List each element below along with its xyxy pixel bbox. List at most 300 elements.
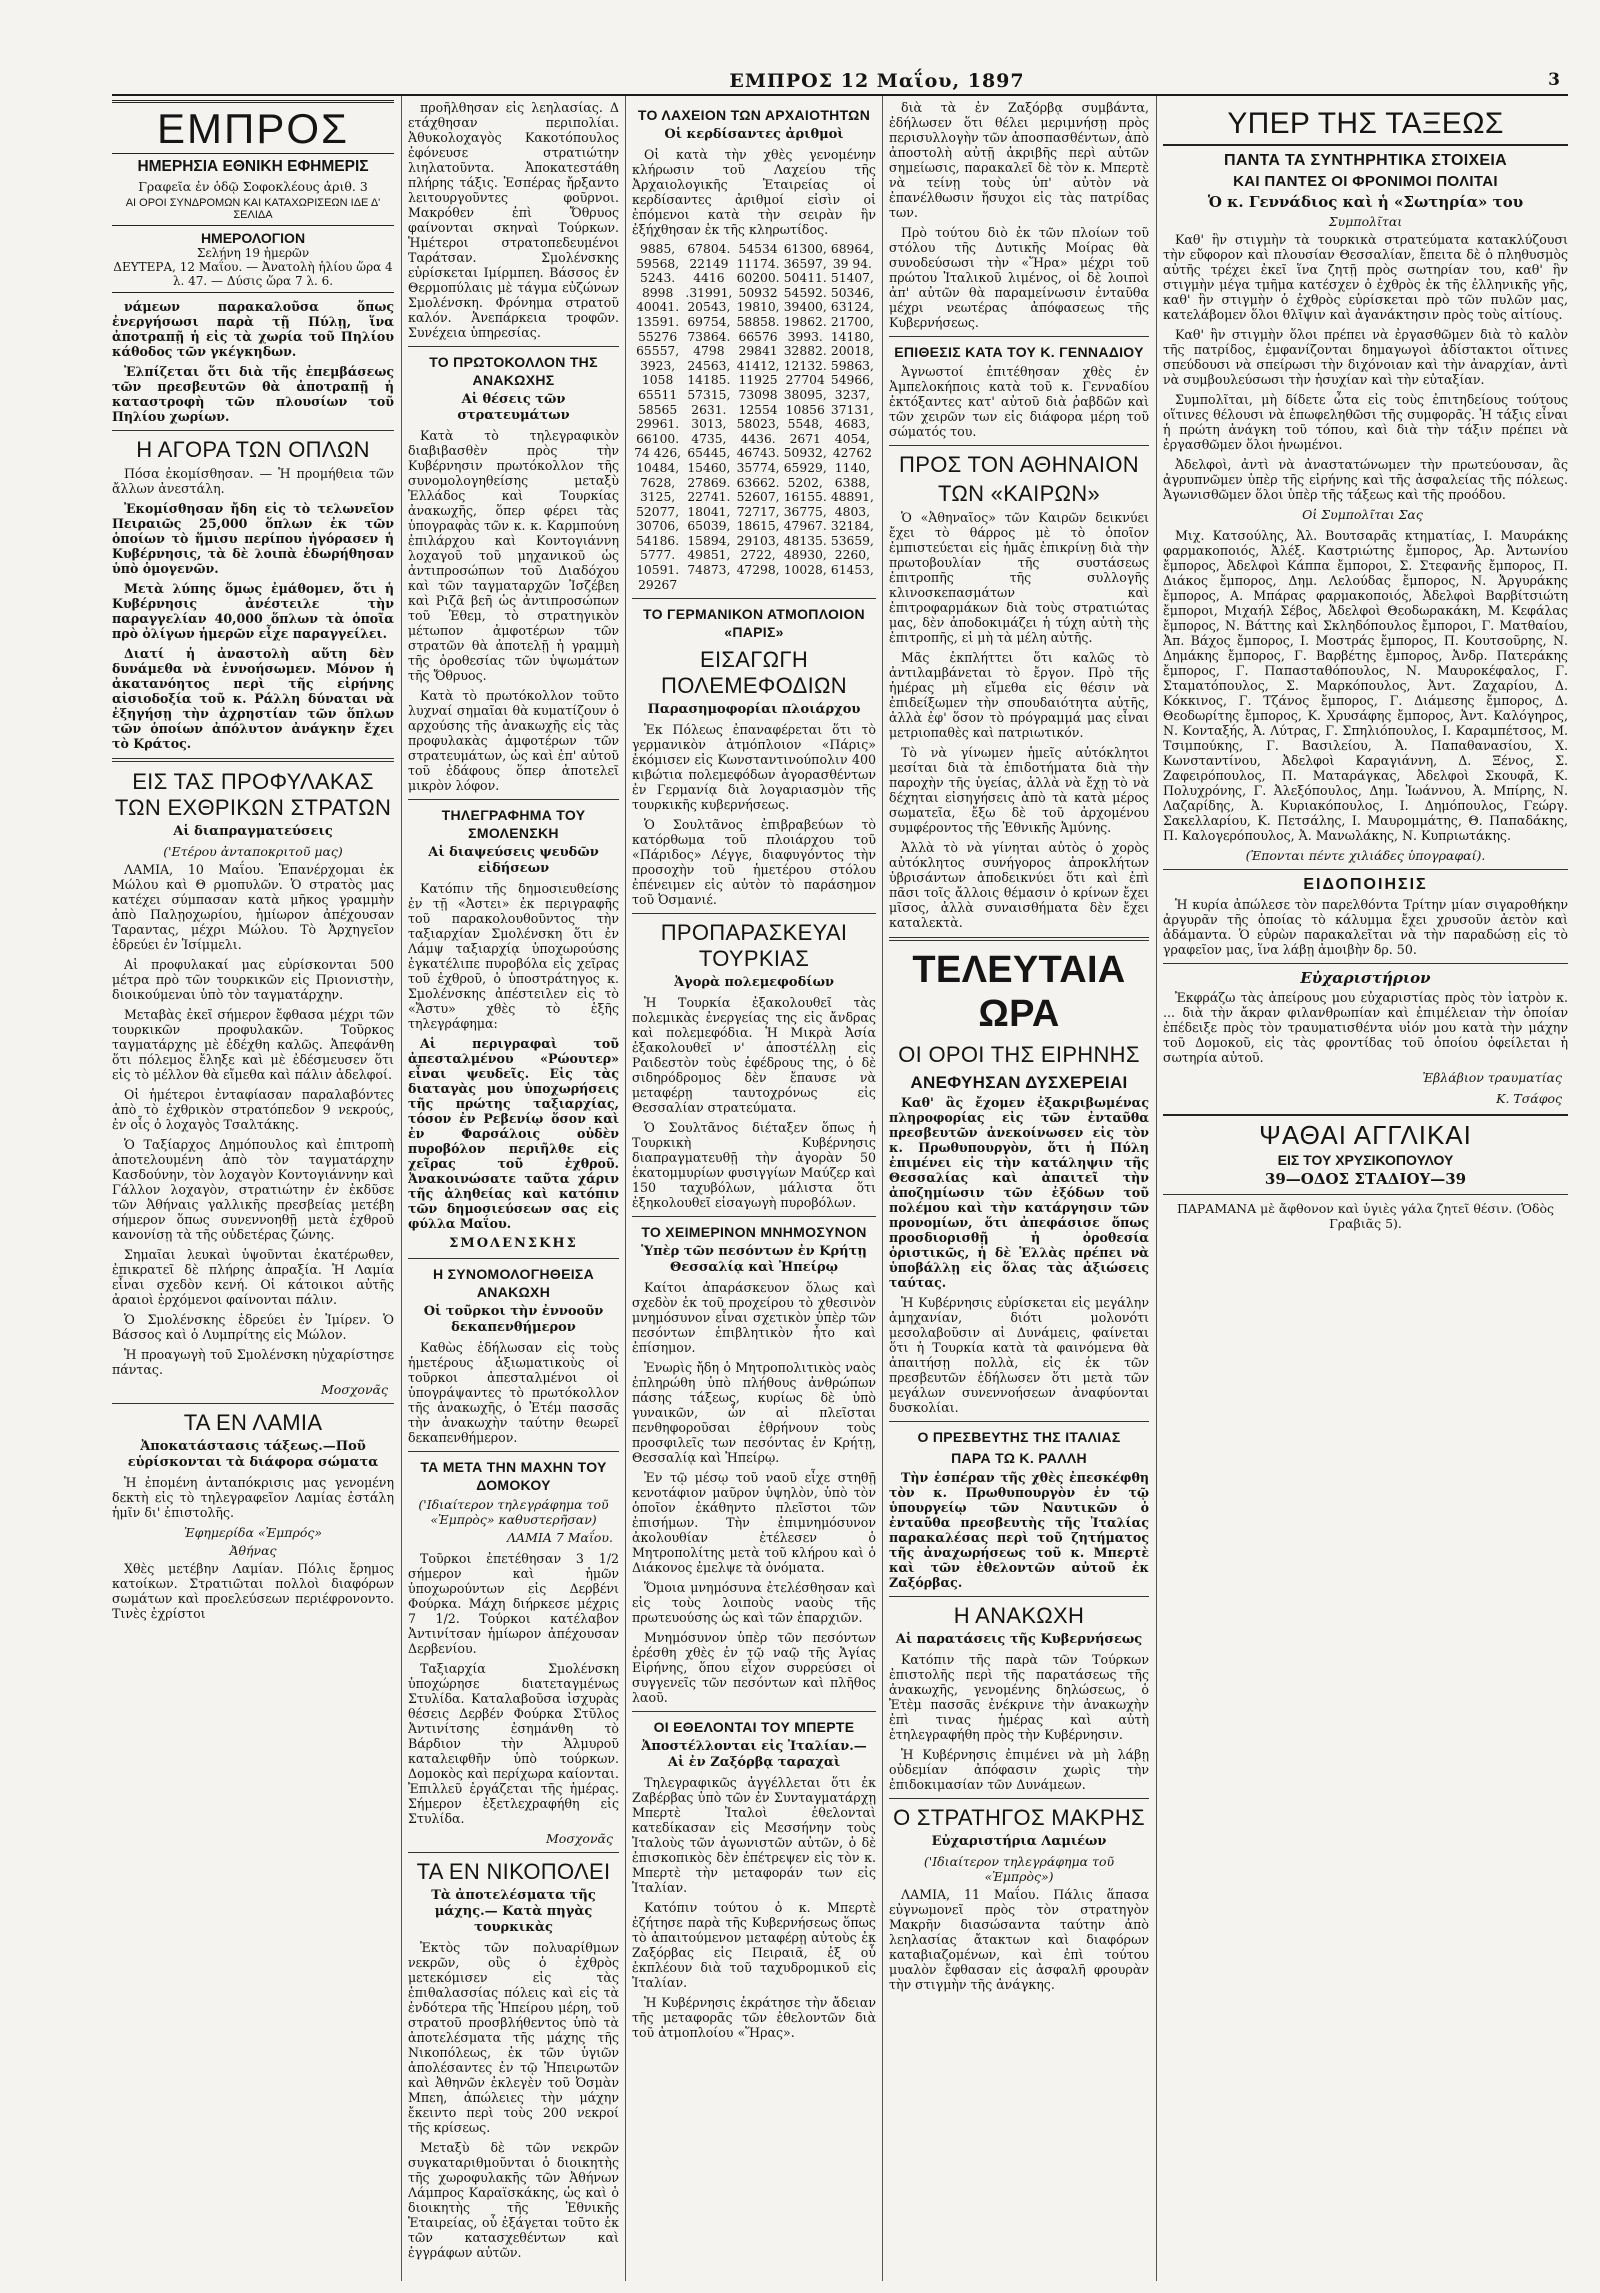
divider <box>632 1216 876 1217</box>
article-paragraph: Καθ' ἣν στιγμὴν ὅλοι πρέπει νὰ ἐργασθῶμεν διὰ τὸ καλὸν τῆς πατρίδος, ἐμφανίζονται δημαγωγοὶ ἀδίστακτοι οἵτινες σπεύδουσι νὰ σπείρωσι τὴν διχόνοιαν καὶ τὴν ἀναρχίαν, ἀντὶ νὰ συμβουλεύσωσι τὴν ἡσυχίαν καὶ τὴν εὐταξίαν. <box>1163 327 1568 387</box>
headline-to-athenian: ΠΡΟΣ ΤΟΝ ΑΘΗΝΑΙΟΝ <box>899 452 1139 477</box>
headline-peace-terms: ΟΙ ΟΡΟΙ ΤΗΣ ΕΙΡΗΝΗΣ <box>898 1042 1140 1067</box>
divider <box>112 1403 394 1404</box>
lottery-number: 22741. <box>687 490 731 505</box>
signature: ΣΜΟΛΕΝΣΚΗΣ <box>449 1236 578 1251</box>
calendar-moon: Σελήνη 19 ἡμερῶν <box>196 246 310 260</box>
lottery-number: 58565 <box>638 402 678 417</box>
lottery-number: 3013, <box>691 417 727 432</box>
lottery-number: 50932, <box>783 446 827 461</box>
lottery-row <box>632 315 876 330</box>
signers-lead: Οἱ Συμπολῖται Σας <box>1302 507 1423 522</box>
nameplate-tagline: ΗΜΕΡΗΣΙΑ ΕΘΝΙΚΗ ΕΦΗΜΕΡΙΣ <box>137 158 369 175</box>
divider <box>632 598 876 599</box>
headline-last: ΤΕΛΕΥΤΑΙΑ <box>912 949 1126 991</box>
lottery-number: 10856 <box>785 402 825 417</box>
lottery-number: 4803, <box>834 504 871 519</box>
divider <box>408 346 619 347</box>
lottery-number: 58023, <box>736 417 780 432</box>
headline-last-hour <box>889 948 1149 1036</box>
headline-citizens: ΚΑΙ ΠΑΝΤΕΣ ΟΙ ΦΡΟΝΙΜΟΙ ΠΟΛΙΤΑΙ <box>1233 173 1498 190</box>
article-paragraph: Ὅμοια μνημόσυνα ἐτελέσθησαν καὶ εἰς τοὺς λοιποὺς ναοὺς τῆς πρωτευούσης ὡς καὶ τῶν ἐπαρχιῶν. <box>632 1580 876 1626</box>
divider <box>408 1451 619 1452</box>
lottery-number <box>829 578 876 593</box>
lottery-number: 20018, <box>830 344 874 359</box>
lottery-number: 36775, <box>783 504 827 519</box>
lottery-number: 73864. <box>687 329 731 344</box>
lottery-number: 46743. <box>736 446 780 461</box>
lottery-number: 63124, <box>830 300 874 315</box>
lottery-row <box>632 359 876 374</box>
lottery-number: 5548, <box>787 417 823 432</box>
lottery-row <box>632 446 876 461</box>
lottery-number: 19862. <box>783 314 827 329</box>
lottery-number: 1058 <box>641 373 674 388</box>
column-3 <box>632 100 876 2280</box>
header-date: 12 Μαΐου, 1897 <box>840 70 1025 92</box>
lottery-number: 42762 <box>832 446 872 461</box>
lottery-number: 11925 <box>738 373 778 388</box>
lottery-number: 27869. <box>687 475 731 490</box>
divider <box>112 430 394 431</box>
lottery-row <box>632 548 876 563</box>
ad-title: ΨΑΘΑΙ ΑΓΓΛΙΚΑΙ <box>1163 1114 1568 1150</box>
lottery-row <box>632 373 876 388</box>
lottery-number: 1140, <box>834 460 871 475</box>
lottery-number: 2631. <box>691 402 727 417</box>
article-paragraph: Οἱ ἡμέτεροι ἐνταφίασαν παραλαβόντες ἀπὸ τὸ ἐχθρικὸν στρατόπεδον 9 νεκρούς, ἐν οἷς ὁ λοχαγὸς Τσαλτάκης. <box>112 1087 394 1132</box>
article-paragraph: προῆλθησαν εἰς λεηλασίας. Δ ετάχθησαν περιπολίαι. Ἀθυκολοχαγὸς Κακοτόπουλος ἐφόνευσε στρατιώτην λιηλατοῦντα. Ἀποκατεστάθη πλήρης τάξις. Ἐσπέρας ἤρξαντο λειτουργοῦντες φοῦρνοι. Μακρόθεν ἐπὶ Ὄθρυος φαίνονται σκηναὶ Τούρκων. Ἡμέτεροι στρατοπεδευμένοι Ταράτσαν. Σμολένσκης εὑρίσκεται Ιμίρμπεη. Βάσσος ἐν Θερμοπύλαις μὲ τάγμα εὐζώνων Σμολένσκη. Φρόνημα στρατοῦ καλόν. Ἀνεπάρκεια τροφῶν. Συνέχεια ὑπηρεσίας. <box>408 100 619 340</box>
running-header-title <box>712 70 1042 92</box>
lottery-number: 6388, <box>834 475 871 490</box>
headline-memorial: ΤΟ ΧΕΙΜΕΡΙΝΟΝ ΜΝΗΜΟΣΥΝΟΝ <box>641 1224 867 1241</box>
article-paragraph: Κατὰ τὸ τηλεγραφικὸν διαβιβασθὲν πρὸς τὴν Κυβέρνησιν πρωτόκολλον τῆς συνομολογηθείσης μεταξὺ Ἑλλάδος καὶ Τουρκίας ἀνακωχῆς, ὅπερ φέρει τὰς ὑπογραφὰς τῶν κ. κ. Καρμπούνη ἐπιλάρχου καὶ Κοντογιάννη λοχαγοῦ τοῦ μηχανικοῦ ὡς ἀντιπροσώπων τοῦ Διαδόχου καὶ τῶν ταγματαρχῶν Ἰσζέβεη καὶ Ριζᾶ βεῆ ὡς ἀντιπροσώπων τοῦ Ἐθεμ, τὸ στρατηγικὸν μέτωπον ἀμφοτέρων τῶν στρατῶν θὰ ἀποτελῇ ἡ γραμμὴ τῆς ὀροθεσίας τῶν ὑψωμάτων τῆς Ὄθρυος. <box>408 428 619 683</box>
headline-kairon: ΤΩΝ «ΚΑΙΡΩΝ» <box>937 481 1101 506</box>
lottery-number: 50346, <box>830 285 874 300</box>
divider <box>408 1258 619 1259</box>
lottery-number: 16155. <box>783 490 827 505</box>
article-paragraph: Ἀγνωστοί ἐπιτέθησαν χθὲς ἐν Ἀμπελοκήποις κατὰ τοῦ κ. Γενναδίου ἐκτόξαντες κατ' αὐτοῦ διὰ ῥαβδῶν καὶ τῶν χειρῶν των εἰς διάφορα μέρη τοῦ σώματός του. <box>889 364 1149 439</box>
headline-hour: ΩΡΑ <box>978 993 1060 1035</box>
lottery-number: 12554 <box>738 402 778 417</box>
thanks-signature-name: Κ. Τσάφος <box>1496 1091 1562 1106</box>
article-paragraph: Αἱ προφυλακαί μας εὑρίσκονται 500 μέτρα πρὸ τῶν τουρκικῶν εἰς Πριονιστὴν, διοικούμεναι ὑπὸ τὸν ταγματάρχην. <box>112 957 394 1002</box>
article-paragraph: νάμεων παρακαλοῦσα ὅπως ἐνεργήσωσι παρὰ τῇ Πύλῃ, ἵνα ἀποτραπῇ ἡ εἰς τὰ χωρία τοῦ Πηλίου κάθοδος τῶν γκέγκηδων. <box>112 299 394 359</box>
lottery-number: 69754, <box>687 314 731 329</box>
column-1 <box>112 100 394 2280</box>
lottery-number: 13591. <box>636 314 680 329</box>
lottery-number: 58858. <box>736 314 780 329</box>
lottery-number: 12132. <box>783 358 827 373</box>
dateline-city: Ἀθήνας <box>229 1543 277 1558</box>
lottery-number: 39400, <box>783 300 827 315</box>
lottery-number: 7628, <box>640 475 676 490</box>
lottery-number: 38095, <box>783 387 827 402</box>
subheadline: Παρασημοφορίαι πλοιάρχου <box>647 702 861 718</box>
lottery-number: 61453, <box>830 563 874 578</box>
article-paragraph: Ἐνωρὶς ἤδη ὁ Μητροπολιτικὸς ναὸς ἐπληρώθη ὑπὸ πλήθους ἀνθρώπων πάσης τάξεως, κυρίως δὲ ὑπὸ γυναικῶν, ὧν αἱ πλεῖσται πενθηφοροῦσαι ἐθρήνουν τοὺς προσφιλεῖς των πεσόντας ἐν Κρήτῃ, Θεσσαλίᾳ καὶ Ἠπείρῳ. <box>632 1360 876 1466</box>
article-paragraph: Ἡ προαγωγὴ τοῦ Σμολένσκη ηὐχαρίστησε πάντας. <box>112 1347 394 1377</box>
lottery-number: 41412, <box>736 358 780 373</box>
divider <box>408 1852 619 1853</box>
headline-telegram: ΤΗΛΕΓΡΑΦΗΜΑ ΤΟΥ ΣΜΟΛΕΝΣΚΗ <box>441 807 586 841</box>
lottery-number: 66576 <box>738 329 778 344</box>
divider <box>889 1421 1149 1422</box>
headline-lottery: ΤΟ ΛΑΧΕΙΟΝ ΤΩΝ ΑΡΧΑΙΟΤΗΤΩΝ <box>637 107 871 123</box>
lottery-number: 63662. <box>736 475 780 490</box>
column-rule <box>401 96 402 2281</box>
article-paragraph: Ἡ Κυβέρνησις εὑρίσκεται εἰς μεγάλην ἀμηχανίαν, διότι μολονότι μεσολαβοῦσιν αἱ Δυνάμεις, φαίνεται ὅτι ἡ Τουρκία κατὰ τὰ φαινόμενα θὰ ἀπαιτήσῃ πολλὰ, εἰς ἐκ τῶν πρεσβευτῶν ἐδήλωσεν ὅτι μετὰ τῶν μεγάλων συνεννοήσεων ἀναφύονται δυσκολίαι. <box>889 1295 1149 1415</box>
lottery-number: 4798 <box>693 344 725 359</box>
byline: Μοσχονᾶς <box>321 1382 388 1397</box>
lottery-number: 40041. <box>636 300 680 315</box>
headline-nikopolis: ΤΑ ΕΝ ΝΙΚΟΠΟΛΕΙ <box>416 1859 611 1884</box>
lottery-number <box>735 578 782 593</box>
article-paragraph: Χθὲς μετέβην Λαμίαν. Πόλις ἔρημος κατοίκων. Στρατιῶται πολλοὶ διαφόρων σωμάτων καὶ προελεύσεων περιέφρονοντο. Τινὲς ἐχρίστοι <box>112 1561 394 1621</box>
lottery-row <box>632 242 876 257</box>
article-paragraph: Μεταβὰς ἐκεῖ σήμερον ἔφθασα μέχρι τῶν τουρκικῶν προφυλακῶν. Τοῦρκος ταγματάρχης μὲ ἐδέχθη καλῶς. Ἀπεφάνθη ὅτι πόλεμος ἔληξε καὶ μὲ ἐδέσμευσεν ὅτι εἰς τὸ μέλλον θὰ εἴμεθα καὶ πάλιν ἀδελφοί. <box>112 1007 394 1082</box>
lottery-number: 47298, <box>736 563 780 578</box>
lottery-number: 3923, <box>640 358 676 373</box>
headline-outposts: ΕΙΣ ΤΑΣ ΠΡΟΦΥΛΑΚΑΣ ΤΩΝ ΕΧΘΡΙΚΩΝ ΣΤΡΑΤΩΝ <box>114 769 392 820</box>
lottery-number: 54592. <box>783 285 827 300</box>
subheadline: Αἱ παρατάσεις τῆς Κυβερνήσεως <box>895 1632 1143 1647</box>
lottery-number: 57315, <box>687 387 731 402</box>
article-paragraph: Τὸ νὰ γίνωμεν ἡμεῖς αὐτόκλητοι μεσίται διὰ τὰ ἐπιδοτήματα διὰ τὴν παροχὴν τῆς ὑγείας, ἀλλὰ νὰ ἔχῃ τὸ νὰ δέχηται εἰσηγήσεις ἀπὸ τὰ κατὰ μέρος σωματεῖα, ἔξω δὲ τοῦ ἀρχομένου συμφέροντος τῆς Ἐθνικῆς Ἀμύνης. <box>889 745 1149 835</box>
headline-steamship: ΤΟ ΓΕΡΜΑΝΙΚΟΝ ΑΤΜΟΠΛΟΙΟΝ «ΠΑΡΙΣ» <box>643 606 865 641</box>
article-paragraph: Οἱ κατὰ τὴν χθὲς γενομένην κλήρωσιν τοῦ Λαχείου τῆς Ἀρχαιολογικῆς Ἑταιρείας οἱ κερδίσαντες ἀριθμοί εἰσὶν οἱ ἑπόμενοι κατὰ τὴν σειρὰν ἣν ἐξήχθησαν ἐκ τῆς κληρωτίδος. <box>632 147 876 237</box>
calendar-title: ΗΜΕΡΟΛΟΓΙΟΝ <box>200 230 306 246</box>
lottery-number: 2671 <box>789 431 821 446</box>
lottery-number: 4416 <box>693 271 725 286</box>
subheadline: Εὐχαριστήρια Λαμιέων <box>931 1834 1107 1849</box>
divider <box>889 937 1149 941</box>
article-paragraph: Σημαῖαι λευκαὶ ὑψοῦνται ἑκατέρωθεν, ἐπικρατεῖ δὲ πλήρης ἀπραξία. Ἡ Λαμία εἶναι σχεδὸν κενή. Οἱ κάτοικοι αὐτῆς ἀραιοὶ ἐρχόμενοι φαίνονται πάλιν. <box>112 1247 394 1307</box>
calendar-sun: ΔΕΥΤΕΡΑ, 12 Μαΐου. — Ἀνατολὴ ἡλίου ὥρα 4 λ. 47. — Δύσις ὥρα 7 λ. 6. <box>113 260 393 288</box>
dateline: Ἐφημερίδα «Ἐμπρός» <box>183 1525 323 1540</box>
headline-difficulties: ΑΝΕΦΥΗΣΑΝ ΔΥΣΧΕΡΕΙΑΙ <box>910 1073 1128 1092</box>
lottery-row <box>632 519 876 534</box>
subheadline: Οἱ κερδίσαντες ἀριθμοὶ <box>664 127 844 142</box>
article-paragraph: ΛΑΜΙΑ, 10 Μαΐου. Ἐπανέρχομαι ἐκ Μώλου καὶ Θ ρμοπυλῶν. Ὁ στρατὸς μας κατέχει σύμπασαν κατὰ μῆκος γραμμὴν ἀπὸ Παλῃοχωρίου, ἡμίωρον ἀπέχουσαν Ταραντας, μέχρι Μώλου. Τὸ Ἀρχηγεῖον ἑδρεύει ἐν Ἰσίμμελι. <box>112 862 394 952</box>
lottery-number: 3237, <box>834 387 871 402</box>
headline-volunteers: ΟΙ ΕΘΕΛΟΝΤΑΙ ΤΟΥ ΜΠΕΡΤΕ <box>653 1719 855 1736</box>
lottery-number: 50411. <box>783 271 827 286</box>
lottery-number: 52607, <box>736 490 780 505</box>
lottery-number: 5777. <box>640 548 676 563</box>
lottery-number: 19810, <box>736 300 780 315</box>
lottery-number: 11174. <box>736 256 780 271</box>
lottery-number: 65445, <box>687 446 731 461</box>
article-paragraph: Κατόπιν τούτου ὁ κ. Μπερτὲ ἐζήτησε παρὰ τῆς Κυβερνήσεως ὅπως τὸ ἀπαιτούμενον μεταφέρῃ αὐτοὺς ἐκ Ζαξόρβας εἰς Πειραιᾶ, ἐξ οὗ ἐκπλέουν διὰ τοῦ ταχυδρομικοῦ εἰς Ἰταλίαν. <box>632 1900 876 1991</box>
lottery-number: 4683, <box>834 417 871 432</box>
lottery-row <box>632 286 876 301</box>
article-paragraph: Ὁ Σουλτᾶνος διέταξεν ὅπως ἡ Τουρκικὴ Κυβέρνησις διαπραγματευθῇ τὴν ἀγορὰν 50 ἑκατομμυρίων φυσιγγίων Μαύζερ καὶ 150 ταχυβόλων, μάλιστα ὅτι ἐξηκολουθεῖ εἰσαγωγὴ πυροβόλων. <box>632 1120 876 1211</box>
lottery-row <box>632 505 876 520</box>
subheadline: Αἱ διαψεύσεις ψευδῶν εἰδήσεων <box>428 845 599 876</box>
divider <box>1163 869 1568 870</box>
dateline: ('Ετέρου ἀνταποκριτοῦ μας) <box>163 844 343 859</box>
lottery-number: 10028, <box>783 563 827 578</box>
lottery-number: 29267 <box>638 577 678 592</box>
headline-thanks: Εὐχαριστήριον <box>1300 969 1431 987</box>
lottery-number: 68964, <box>830 242 874 256</box>
lottery-number: 72717, <box>736 504 780 519</box>
lottery-number: 5243. <box>640 271 676 286</box>
headline-turkey-prep: ΠΡΟΠΑΡΑΣΚΕΥΑΙ ΤΟΥΡΚΙΑΣ <box>660 920 848 972</box>
lottery-number: 48135. <box>783 533 827 548</box>
lottery-number: 65511 <box>638 387 678 402</box>
lottery-number: 39 94. <box>832 256 872 271</box>
lottery-table <box>632 242 876 592</box>
page-number: 3 <box>1548 70 1560 90</box>
lottery-number: 2722, <box>740 548 776 563</box>
lottery-row <box>632 300 876 315</box>
lottery-number: 48891, <box>830 490 874 505</box>
lottery-number: 54534 <box>738 242 778 256</box>
divider <box>632 1711 876 1712</box>
running-header <box>112 70 1568 96</box>
article-paragraph: Ὁ «Ἀθηναῖος» τῶν Καιρῶν δεικνύει ἔχει τὸ θάρρος μὲ τὸ ὁποῖον ἐμπιστεύεται εἰς ἡμᾶς ἐπικρίνῃ διὰ τὴν πρωτοβουλίαν τῆς συστάσεως ἐπιτροπῆς τῆς συλλογῆς κλινοσκεπασμάτων καὶ ἐπιτροφαρμάκων διὰ τοὺς στρατιώτας μας, δὲν ἀποδοκιμάζει ἡ τύχη αὐτὴ τὴς ἐπιτροπῆς, εἰ μὴ τὰ μέλη αὐτῆς. <box>889 510 1149 645</box>
article-paragraph: Πρὸ τούτου διὸ ἐκ τῶν πλοίων τοῦ στόλου τῆς Δυτικῆς Μοίρας θὰ συνοδεύσωσι τὴν «Ἥρα» μέχρι τοῦ πρώτου Ἰταλικοῦ λιμένος, οἱ δὲ λοιποὶ ἀπ' αὐτῶν θὰ παραμείνωσιν ἐνταῦθα μέχρι νεωτέρας ἀπόφασεως τῆς Κυβερνήσεως. <box>889 225 1149 330</box>
headline-conservatives: ΠΑΝΤΑ ΤΑ ΣΥΝΤΗΡΗΤΙΚΑ ΣΤΟΙΧΕΙΑ <box>1223 152 1507 169</box>
headline-order: ΥΠΕΡ ΤΗΣ ΤΑΞΕΩΣ <box>1163 106 1568 146</box>
lottery-number: 8998 <box>641 285 674 300</box>
lottery-row <box>632 432 876 447</box>
lottery-number: 65557, <box>636 344 680 359</box>
headline-general: Ο ΣΤΡΑΤΗΓΟΣ ΜΑΚΡΗΣ <box>893 1805 1145 1830</box>
article-paragraph: Ἡ ἐπομένη ἀνταπόκρισις μας γενομένη δεκτὴ εἰς τὸ τηλεγραφεῖον Λαμίας ἐστάλη ἡμῖν δι' ἐπιστολῆς. <box>112 1475 394 1520</box>
lottery-number: 24563, <box>687 358 731 373</box>
lottery-number: 35774, <box>736 460 780 475</box>
lottery-number: 29961. <box>636 417 680 432</box>
lottery-number <box>782 578 829 593</box>
lottery-number: 14180, <box>830 329 874 344</box>
lottery-number: 29841 <box>738 344 778 359</box>
lottery-number: 54966, <box>830 373 874 388</box>
lottery-number: 55276 <box>638 329 678 344</box>
signers-note: (Ἐπονται πέντε χιλιάδες ὑπογραφαί). <box>1245 848 1486 863</box>
article-paragraph: Ἐκφράζω τὰς ἀπείρους μου εὐχαριστίας πρὸς τὸν ἰατρὸν κ. ... διὰ τὴν ἄκραν φιλανθρωπίαν καὶ ἐπιμέλειαν τὴν ὁποίαν ἐπέδειξε πρὸς τὸν τραυματισθέντα υἱόν μου κατὰ τὴν μάχην τοῦ Δομοκοῦ, εἰς τὰς φροντίδας τοῦ ὁποίου ὀφείλεται ἡ σωτηρία αὐτοῦ. <box>1163 990 1568 1065</box>
ad-shop: ΕΙΣ ΤΟΥ ΧΡΥΣΙΚΟΠΟΥΛΟΥ <box>1277 1152 1454 1168</box>
headline-munitions: ΕΙΣΑΓΩΓΗ ΠΟΛΕΜΕΦΟΔΙΩΝ <box>661 647 847 699</box>
headline-attack: ΕΠΙΘΕΣΙΣ ΚΑΤΑ ΤΟΥ Κ. ΓΕΝΝΑΔΙΟΥ <box>894 344 1144 360</box>
lottery-number: 32882. <box>783 344 827 359</box>
subheadline: Ἀγορὰ πολεμεφοδίων <box>674 975 834 991</box>
article-paragraph: Καθ' ἃς ἔχομεν ἐξακριβωμένας πληροφορίας εἰς τῶν ἐνταῦθα πρεσβευτῶν ἀνεκοίνωσεν εἰς τὸν κ. Πρωθυπουργὸν, ὅτι ἡ Πύλη ἐπιμένει εἰς τὴν κατάληψιν τῆς Θεσσαλίας καὶ ἀπαιτεῖ τὴν ἀποζημίωσιν τῶν ἐξόδων τοῦ πολέμου καὶ τὴν κατάργησιν τῶν προνομίων, ὅτι ἀπεφάσισε ὅπως προσδιορισθῇ ἡ ὀροθεσία ὁριστικῶς, ἡ δὲ Ἑλλὰς πρέπει νὰ ὑποβάλλῃ εἰς ὅλας τὰς ἀξιώσεις ταύτας. <box>889 1095 1149 1290</box>
lottery-number: 15894, <box>687 533 731 548</box>
lottery-number: 20543, <box>687 300 731 315</box>
article-paragraph: Ὁ Σουλτᾶνος ἐπιβραβεύων τὸ κατόρθωμα τοῦ πλοιάρχου τοῦ «Πάριδος» Λέγγε, διαφυγόντος τὴν προσοχὴν τοῦ ἡμετέρου στόλου ἐπένειμεν εἰς αὐτὸν τὸ παράσημον τοῦ Ὀσμανιέ. <box>632 817 876 908</box>
article-paragraph: Αἱ περιγραφαὶ τοῦ ἀπεσταλμένου «Ρώουτερ» εἶναι ψευδεῖς. Εἰς τὰς διαταγὰς μου ὑποχωρήσεις τῆς πρώτης ταξιαρχίας, τόσον ἐν Ρεβενίῳ ὅσον καὶ ἐν Φαρσάλοις οὐδὲν πυροβόλον περιῆλθε εἰς χεῖρας τοῦ ἐχθροῦ. Ἀνακοινώσατε ταῦτα χάριν τῆς ἀληθείας καὶ κατόπιν τῶν δημοσιεύσεων σας εἰς φύλλα Μαΐου. <box>408 1036 619 1231</box>
headline-arms-market: Η ΑΓΟΡΑ ΤΩΝ ΟΠΛΩΝ <box>136 437 370 462</box>
divider <box>889 445 1149 446</box>
headline-notice: ΕΙΔΟΠΟΙΗΣΙΣ <box>1303 876 1428 893</box>
salutation: Συμπολῖται <box>1328 214 1403 229</box>
subheadline: Ὁ κ. Γεννάδιος καὶ ἡ «Σωτηρία» του <box>1207 193 1524 211</box>
lottery-number: 73098 <box>738 387 778 402</box>
divider <box>1163 1194 1568 1195</box>
article-paragraph: Ἀλλὰ τὸ νὰ γίνηται αὐτὸς ὁ χορὸς αὐτόκλητος συνήγορος ἀπροκλήτων ὑβρισάντων ἀποδεικνύει ὅτι καὶ ἐπὶ πᾶσι τοῖς ἄλλοις θέμασιν ὁ κρίνων ἔχει μῖσος, ἀλλὰ συναισθήματα δὲν ἔχει καταλεκτὰ. <box>889 840 1149 930</box>
dateline-city: ΛΑΜΙΑ 7 Μαΐου. <box>507 1530 613 1545</box>
lottery-number: 2260, <box>834 548 871 563</box>
column-rule <box>625 96 626 2281</box>
lottery-number: 66100. <box>636 431 680 446</box>
column-4 <box>889 100 1149 2280</box>
lottery-number: 4054, <box>834 431 871 446</box>
lottery-row <box>632 534 876 549</box>
lottery-number: .31991, <box>685 285 733 300</box>
column-5 <box>1163 100 1568 2280</box>
lottery-row <box>632 563 876 578</box>
lottery-number: 67804. <box>687 242 731 256</box>
lottery-row <box>632 417 876 432</box>
article-paragraph: Ἡ Κυβέρνησις ἐπιμένει νὰ μὴ λάβῃ οὐδεμίαν ἀπόφασιν χωρὶς τὴν ἐπιδοκιμασίαν τῶν Δυνάμεων. <box>889 1747 1149 1792</box>
lottery-number: 10591. <box>636 563 680 578</box>
divider <box>408 799 619 800</box>
article-paragraph: Μετὰ λύπης ὅμως ἐμάθομεν, ὅτι ἡ Κυβέρνησις ἀνέστειλε τὴν παραγγελίαν 40,000 ὅπλων τὰ ὁποῖα πρὸ ὀλίγων ἡμερῶν εἶχε παραγγείλει. <box>112 581 394 641</box>
article-paragraph: Συμπολῖται, μὴ δίδετε ὦτα εἰς τοὺς ἐπιτηδείους τούτους οἵτινες θέλουσι νὰ ἐπωφεληθῶσι τῆς συμφορᾶς. Ἡ τάξις εἶναι ἡ πρώτη ἀνάγκη τοῦ τόπου, καὶ διὰ τὴν τάξιν πρέπει νὰ ἐργασθῶμεν ὅλοι ἡνωμένοι. <box>1163 392 1568 452</box>
article-paragraph: Κατὰ τὸ πρωτόκολλον τοῦτο λυχναί σημαῖαι θὰ κυματίζουν ὁ αρχούσης τῆς ἀνακωχῆς εἰς τὰς προφυλακὰς ἀμφοτέρων τῶν στρατευμάτων, ὡς καὶ ἐπ' αὐτοῦ τοῦ ἐδάφους ὅπερ ἀποτελεῖ μικρὸν λόφον. <box>408 688 619 793</box>
article-paragraph: Ἀδελφοὶ, ἀντὶ νὰ ἀναστατώνωμεν τὴν πρωτεύουσαν, ἂς ἀγρυπνῶμεν ὑπὲρ τῆς εἰρήνης καὶ τῆς ἀσφαλείας τῆς πόλεως. Ἀγωνισθῶμεν ὅλοι ὑπὲρ τῆς τάξεως καὶ τῆς προόδου. <box>1163 457 1568 502</box>
lottery-number: 21700, <box>830 314 874 329</box>
subheadline: Ὑπὲρ τῶν πεσόντων ἐν Κρήτῃ Θεσσαλίᾳ καὶ Ἠπείρῳ <box>641 1244 867 1276</box>
lottery-row <box>632 344 876 359</box>
lottery-number: 61300, <box>783 242 827 256</box>
headline-lamia: ΤΑ ΕΝ ΛΑΜΙΑ <box>183 1410 323 1435</box>
divider <box>632 913 876 914</box>
dateline: ('Ιδιαίτερον τηλεγράφημα τοῦ «Ἐμπρὸς» καθυστερῆσαν) <box>418 1497 609 1527</box>
lottery-number: 30706, <box>636 519 680 534</box>
subheadline: Αἱ διαπραγματεύσεις <box>173 824 333 839</box>
article-paragraph: Τὴν ἑσπέραν τῆς χθὲς ἐπεσκέφθη τὸν κ. Πρωθυπουργὸν ἐν τῷ ὑπουργείῳ τῶν Ναυτικῶν ὁ ἐνταῦθα πρεσβευτὴς τῆς Ἰταλίας παρακαλέσας περὶ τοῦ ζητήματος τῆς ἀναχωρήσεως τοῦ κ. Μπερτὲ καὶ τῶν ἐθελοντῶν αὐτοῦ ἐκ Ζαξόρβας. <box>889 1470 1149 1590</box>
article-paragraph: Τοῦρκοι ἐπετέθησαν 3 1/2 σήμερον καὶ ἡμῶν ὑποχωρούντων εἰς Δερβένι Φούρκα. Μάχη διήρκεσε μέχρις 7 1/2. Τούρκοι κατέλαβον Ἀντινίτσαν ἡμίωρον ἀπέχουσαν Δερβενίου. <box>408 1551 619 1656</box>
subscription-terms: ΑΙ ΟΡΟΙ ΣΥΝΔΡΟΜΩΝ ΚΑΙ ΚΑΤΑΧΩΡΙΣΕΩΝ ΙΔΕ Δ' ΣΕΛΙΔΑ <box>125 197 381 221</box>
lottery-row <box>632 490 876 505</box>
dateline: ('Ιδιαίτερον τηλεγράφημα τοῦ «Ἐμπρὸς») <box>923 1854 1115 1884</box>
lottery-number: 4735, <box>691 431 727 446</box>
divider <box>889 1596 1149 1597</box>
lottery-number: 5202, <box>787 475 823 490</box>
lottery-number: 47967. <box>783 519 827 534</box>
headline-truce: Η ΑΝΑΚΩΧΗ <box>953 1603 1085 1628</box>
lottery-number <box>683 578 734 593</box>
lottery-number: 65039, <box>687 519 731 534</box>
lottery-number: 36597, <box>783 256 827 271</box>
lottery-number: 37131, <box>830 402 874 417</box>
calendar-box <box>112 225 394 293</box>
nameplate <box>112 100 394 154</box>
headline-ambassador: Ο ΠΡΕΣΒΕΥΤΗΣ ΤΗΣ ΙΤΑΛΙΑΣ <box>917 1429 1121 1445</box>
article-paragraph: Ὁ Ταξίαρχος Δημόπουλος καὶ ἐπιτροπὴ ἀποτελουμένη ἀπὸ τὸν ταγματάρχην Κασδούνην, τὸν λοχαγὸν Κοντογιάννην καὶ Γάλλον λοχαγὸν, στρατιώτην ἐν ἐκδῦσε τῶν Ἀθήναις γαλλικῆς πρεσβείας μετέβη σήμερον ὅπως συνεννοηθῇ μετὰ ἐχθροῦ κανονίσῃ τὰ τῆς οὐδετέρας ζώνης. <box>112 1137 394 1242</box>
lottery-number: 65929, <box>783 460 827 475</box>
article-paragraph: Ὁ Σμολένσκης ἑδρεύει ἐν Ἰμίρεν. Ὁ Βάσσος καὶ ὁ Λυμπρίτης εἰς Μώλον. <box>112 1312 394 1342</box>
column-2 <box>408 100 619 2280</box>
lottery-row <box>632 476 876 491</box>
article-paragraph: Ἡ κυρία ἀπώλεσε τὸν παρελθόντα Τρίτην μίαν σιγαροθήκην ἀργυρᾶν τῆς ὁποίας τὸ κάλυμμα ἔχει χρυσοῦν ἀετὸν καὶ ἀδάμαντα. Ὁ εὑρὼν παρακαλεῖται νὰ τὴν παραδώσῃ εἰς τὸ γραφεῖον μας, ἵνα λάβῃ ἀμοιβὴν δρ. 50. <box>1163 897 1568 957</box>
divider <box>889 1798 1149 1799</box>
lottery-number: 48930, <box>783 548 827 563</box>
article-paragraph: Τηλεγραφικῶς ἀγγέλλεται ὅτι ἐκ Ζαβέρβας ὑπὸ τῶν ἐν Συνταγματάρχῃ Μπερτὲ Ἰταλοὶ ἐθελονταὶ κατεδίκασαν εἰς Μεσσήνην τοὺς Ἰταλοὺς τῶν ἀγωνιστῶν αὐτῶν, ὁ δὲ ἐπισκοπικὸς δὲν ἐπέτρεψεν εἰς τὸν κ. Μπερτὲ τὴν μεταφοράν των εἰς Ἰταλίαν. <box>632 1775 876 1896</box>
header-brand: ΕΜΠΡΟΣ <box>729 70 834 92</box>
signers-list: Μιχ. Κατσούλης, Ἀλ. Βουτσαρᾶς κτηματίας, Ι. Μαυράκης φαρμακοποιός, Ἀλέξ. Καστριώτης ἔμπορος, Ἀρ. Ἀντωνίου ἔμπορος, Ἀδελφοὶ Κάππα ἔμποροι, Σ. Στεφανῆς ἔμπορος, Π. Διάκος ἔμπορος, Δημ. Λελούδας ἔμπορος, Ν. Ἀργυράκης ἔμπορος, Α. Μπάρας φαρμακοποιός, Ἀδελφοὶ Βαρβίτσιώτη ἔμποροι, Μιχαήλ Σέβος, Ἀδελφοὶ Θεοδωρακάκη, Μ. Κεφάλας ἔμπορος, Ν. Βάττης καὶ Σκληδόπουλος ἔμποροι, Γ. Ματθαίου, Ἀπ. Βάχος ἔμπορος, Ι. Μοστράς ἔμπορος, Π. Κουτσοῦρης, Ν. Δημάκης ἔμπορος, Γ. Βαρβέτης ἔμπορος, Ἀνδρ. Πατεράκης ἔμπορος, Γ. Παπασταθόπουλος, Ν. Μαυροκέφαλος, Γ. Σταματόπουλος, Σ. Μαρκόπουλος, Ἀντ. Ζαχαρίου, Δ. Κόκκινος, Γ. Τζάνος ἔμπορος, Γ. Διάμεσης ἔμπορος, Δ. Θεοδωρίτης ἔμπορος, Κ. Χρυσάφης ἔμπορος, Ἀντ. Καλόγηρος, Ν. Κονταξής, Ἀ. Λύτρας, Γ. Σπηλιόπουλος, Ι. Καραμπέτσος, Μ. Τσιμπούκης, Γ. Βασιλείου, Ἀ. Παπαθανασίου, Χ. Κωνσταντίνου, Ἀδελφοὶ Καραγιάννη, Δ. Ξένος, Σ. Ζαφειρόπουλος, Π. Ματαράγκας, Ἀδελφοὶ Σκουφᾶ, Κ. Πολυχρόνης, Γ. Ἀλεξόπουλος, Δημ. Ἰωάννου, Ἀ. Μπίρης, Ν. Λαζαρίδης, Ἀ. Κυριακόπουλος, Ι. Δημόπουλος, Γεώργ. Σακελλαρίου, Κ. Πετσάλης, Ι. Μαυρομμάτης, Θ. Παπαδάκης, Π. Καλογερόπουλος, Ἀ. Μανωλάκης, Ν. Κυπριωτάκης. <box>1163 528 1568 843</box>
column-rule <box>882 96 883 2281</box>
lottery-number: 15460, <box>687 460 731 475</box>
subheadline: Αἱ θέσεις τῶν στρατευμάτων <box>457 392 570 423</box>
lottery-number: 18041, <box>687 504 731 519</box>
headline-protocol: ΤΟ ΠΡΩΤΟΚΟΛΛΟΝ ΤΗΣ ΑΝΑΚΩΧΗΣ <box>429 354 598 388</box>
article-paragraph: Κατόπιν τῆς παρὰ τῶν Τούρκων ἐπιστολῆς περὶ τῆς παρατάσεως τῆς ἀνακωχῆς, γενομένης δηλώσεως, ὁ Ἐτὲμ πασσᾶς ἐνέκρινε τὴν ἀνακωχὴν ἐπὶ τινας ἡμέρας καὶ αὐτὴ ἐτηλεγραφήθη πρὸς τὴν Κυβέρνησιν. <box>889 1652 1149 1742</box>
lottery-number: 22149 <box>689 256 729 271</box>
headline-domokos: ΤΑ ΜΕΤΑ ΤΗΝ ΜΑΧΗΝ ΤΟΥ ΔΟΜΟΚΟΥ <box>420 1459 607 1493</box>
office-address: Γραφεῖα ἐν ὁδῷ Σοφοκλέους ἀριθ. 3 <box>138 179 368 194</box>
divider <box>112 758 394 762</box>
article-paragraph: Ἡ Τουρκία ἐξακολουθεῖ τὰς πολεμικὰς ἐνεργείας της εἰς ἄνδρας καὶ πολεμεφόδια. Ἡ Μικρὰ Ἀσία ἐξακολουθεῖ ν' ἀποστέλλῃ εἰς Ραιδεστὸν τοὺς ἐφέδρους της, ὁ δὲ σιδηρόδρομος δὲν ἔπαυσε νὰ μεταφέρῃ ταυτοχρόνως εἰς Θεσσαλίαν στρατεύματα. <box>632 995 876 1116</box>
lottery-number: 50932 <box>738 285 778 300</box>
headline-armistice: Η ΣΥΝΟΜΟΛΟΓΗΘΕΙΣΑ ΑΝΑΚΩΧΗ <box>432 1266 595 1300</box>
lottery-number: 29103, <box>736 533 780 548</box>
subheadline: Οἱ τοῦρκοι τὴν ἐννοοῦν δεκαπενθήμερον <box>423 1304 604 1335</box>
article-paragraph: Ἐκ Πόλεως ἐπαναφέρεται ὅτι τὸ γερμανικὸν ἀτμόπλοιον «Πάρις» ἐκόμισεν εἰς Κωνσταντινούπολιν 400 κιβώτια πολεμεφόδων ἀγορασθέντων ἐν Γερμανίᾳ διὰ λογαριασμὸν τῆς τουρκικῆς κυβερνήσεως. <box>632 722 876 813</box>
headline-ralli: ΠΑΡΑ ΤΩ Κ. ΡΑΛΛΗ <box>951 1450 1087 1466</box>
lottery-row <box>632 330 876 345</box>
article-paragraph: Ἐκτὸς τῶν πολυαρίθμων νεκρῶν, οὓς ὁ ἐχθρὸς μετεκόμισεν εἰς τὰς ἐπιθαλασσίας πόλεις καὶ εἰς τὰ ἐνδότερα τῆς Ἠπείρου μέρη, τοῦ στρατοῦ προσβλήθεντος ὑπὸ τὰ ἀποτελέσματα τῆς μάχης τῆς Νικοπόλεως, ἐκ τῶν ὑγιῶν ἀπολέσαντες ἐν τῷ Ἠπειρωτῶν καὶ Ἀθηνῶν ἐκλεγὲν τοῦ Ὀσμὰν Μπεη, ἀπώλειες τὴν μάχην ἔκειντο περὶ τοὺς 200 νεκροί τῆς κρίσεως. <box>408 1940 619 2135</box>
article-paragraph: Ἐλπίζεται ὅτι διὰ τῆς ἐπεμβάσεως τῶν πρεσβευτῶν θὰ ἀποτραπῇ ἡ καταστροφὴ τῶν πλουσίων τοῦ Πηλίου χωρίων. <box>112 364 394 424</box>
lottery-number: 59863, <box>830 358 874 373</box>
lottery-number: 54186. <box>636 533 680 548</box>
lottery-number: 74 426, <box>634 446 682 461</box>
lottery-row <box>632 403 876 418</box>
lottery-number: 18615, <box>736 519 780 534</box>
article-paragraph: Μᾶς ἐκπλήττει ὅτι καλῶς τὸ ἀντιλαμβάνεται τὸ ἔργον. Πρὸ τῆς ἡμέρας μὴ εἴμεθα εἰς θέσιν νὰ ἐπιδείξωμεν τὴν σπουδαιότητα αὐτῆς, ἀλλὰ ἐφ' ὅσον τὸ πρόγραμμά μας εἶναι μετριοπαθὲς καὶ πατριωτικόν. <box>889 650 1149 740</box>
lottery-number: 9885, <box>640 242 676 256</box>
article-paragraph: Καθ' ἣν στιγμὴν τὰ τουρκικὰ στρατεύματα κατακλύζουσι τὴν εὔφορον καὶ πλουσίαν Θεσσαλίαν, ἔπειτα δὲ ὁ πληθυσμὸς αὐτῆς τρέχει ἐκεῖ ἵνα ζητῇ πρὸς σωτηρίαν του, καθ' ἣν στιγμὴν μέγα τμῆμα κατέσχεν ὁ ἐχθρὸς ἐκ τῆς ἐλληνικῆς γῆς, καθ' ἣν στιγμὴν ὁ ἐχθρὸς εὑρίσκεται πρὸ τῶν πυλῶν μας, κατελάβομεν ὅλοι θλῖψιν καὶ ἀγανάκτησιν πρὸς τοὺς αἰτίους. <box>1163 232 1568 322</box>
nameplate-title: ΕΜΠΡΟΣ <box>157 105 349 152</box>
lottery-number: 14185. <box>687 373 731 388</box>
divider <box>889 336 1149 337</box>
subheadline: Ἀποκατάστασις τάξεως.—Ποῦ εὑρίσκονται τὰ διάφορα σώματα <box>127 1439 379 1470</box>
ad-address: 39—ΟΔΟΣ ΣΤΑΔΙΟΥ—39 <box>1264 1170 1467 1188</box>
article-paragraph: Μνημόσυνον ὑπὲρ τῶν πεσόντων ἐρέσθη χθὲς ἐν τῷ ναῷ τῆς Ἁγίας Εἰρήνης, ὅπου εἶχον συρρεύσει οἱ συγγενεῖς τῶν πεσόντων καὶ πλῆθος λαοῦ. <box>632 1630 876 1706</box>
article-paragraph: Διατί ἡ ἀναστολὴ αὕτη δὲν δυνάμεθα νὰ ἐννοήσωμεν. Μόνον ἡ ἀκατανόητος περὶ τῆς εἰρήνης αἰσιοδοξία τοῦ κ. Ράλλη δύναται νὰ ἐξηγήσῃ τὴν ἀχρηστίαν τῶν ὅπλων τῶν ὁποίων ἀπόλυτον ἀνάγκην ἔχει τὸ Κράτος. <box>112 646 394 751</box>
article-paragraph: Κατόπιν τῆς δημοσιευθείσης ἐν τῇ «Ἀστει» ἐκ περιγραφῆς τοῦ παρακολουθοῦντος τὴν ταξιαρχίαν Σμολένσκη ὅτι ἐν Λάμψ ταξιαρχίᾳ ὑποχωρούσης ἐγκατέλιπε πυροβόλα εἰς χεῖρας τοῦ ἐχθροῦ, ὁ ὑποστράτηγος κ. Σμολένσκης ἀπέστειλεν εἰς τὸ «Ἄστυ» χθὲς τὸ ἑξῆς τηλεγράφημα: <box>408 881 619 1031</box>
article-paragraph: Ταξιαρχία Σμολένσκη ὑποχώρησε διατεταγμένως Στυλίδα. Καταλαβοῦσα ἰσχυρὰς θέσεις Δερβέν Φούρκα Στῦλος Ἀντινίτσης ἐσημάνθη τὸ Βάρδιον τὴν Ἀλμυροῦ καταλειφθῆν ὑπὸ τούρκων. Δομοκὸς καὶ περίχωρα καίονται. Ἐπιλλεῦ ἐργάζεται τῆς ἡμέρας. Σήμερον ἐξετλεχραφήθη εἰς Στυλίδα. <box>408 1661 619 1826</box>
article-paragraph: Ἐκομίσθησαν ἤδη εἰς τὸ τελωνεῖον Πειραιῶς 25,000 ὅπλων ἐκ τῶν ὁποίων τὸ ἥμισυ περίπου ἠγόρασεν ἡ Κυβέρνησις, τὰ δὲ λοιπὰ ἐδωρήθησαν ὑπὸ ὁμογενῶν. <box>112 501 394 576</box>
lottery-row <box>632 388 876 403</box>
lottery-row <box>632 257 876 272</box>
article-paragraph: Καθὼς ἐδήλωσαν εἰς τοὺς ἡμετέρους ἀξιωματικοὺς οἱ τοῦρκοι ἀπεσταλμένοι οἱ ὑπογράψαντες τὸ πρωτόκολλον τῆς ἀνακωχῆς, ὁ Ἐτέμ πασσᾶς τὴν ἀνακωχὴν ταύτην θεωρεῖ δεκαπενθήμερον. <box>408 1340 619 1445</box>
lottery-number: 60200. <box>736 271 780 286</box>
divider <box>1163 963 1568 964</box>
article-paragraph: Πόσα ἐκομίσθησαν. — Ἡ προμήθεια τῶν ἄλλων ἀνεστάλη. <box>112 466 394 496</box>
lottery-row <box>632 578 876 593</box>
classified-ad: ΠΑΡΑΜΑΝΑ μὲ ἄφθονον καὶ ὑγιὲς γάλα ζητεῖ θέσιν. (Ὁδὸς Γραβιᾶς 5). <box>1176 1201 1555 1231</box>
subheadline: Ἀποστέλλονται εἰς Ἰταλίαν.— Αἱ ἐν Ζαξόρβᾳ ταραχαὶ <box>641 1739 867 1771</box>
article-paragraph: Ἐν τῷ μέσῳ τοῦ ναοῦ εἶχε στηθῇ κενοτάφιον μαῦρον ὑψηλὸν, ὑπὸ τὸν ὁποῖον ἐκάθηντο πλεῖστοι τῶν ἐπισήμων. Τὴν ἐπιμνημόσυνον ἀκολουθίαν ἐτέλεσεν ὁ Μητροπολίτης μετὰ τοῦ κλήρου καὶ ὁ Διάκονος ἐμελψε τὰ ὀνόματα. <box>632 1470 876 1576</box>
column-rule <box>1156 96 1157 2281</box>
thanks-signature-role: Ἐβλάβιον τραυματίας <box>1422 1070 1562 1085</box>
article-paragraph: διὰ τὰ ἐν Ζαξόρβᾳ συμβάντα, ἐδήλωσεν ὅτι θέλει μεριμνήσῃ πρὸς περισυλλογὴν τῶν ἀποσπασθέντων, ἀπὸ ἀποστολὴ αὐτῇ ἀκριβῆς περὶ αὐτῶν σημείωσις, παρακαλεῖ δὲ τὸν κ. Μπερτὲ νὰ τείνῃ τοὺς ὑπ' αὐτὸν νὰ ἐπανέλθωσιν ἥσυχοι εἰς τὰς πατρίδας των. <box>889 100 1149 220</box>
lottery-number: 10484, <box>636 460 680 475</box>
lottery-row <box>632 271 876 286</box>
article-paragraph: ΛΑΜΙΑ, 11 Μαΐου. Πάλις ἅπασα εὐγνωμονεῖ πρὸς τὸν στρατηγὸν Μακρῆν διασώσαντα ταύτην ἀπὸ λεηλασίας ἄτακτων καὶ διαφόρων καταβιαζομένων, καὶ ἐπὶ τούτου μυαλὸν ἔφθασαν εἰς ἀσφαλῆ φρουρὰν τὴν στιγμὴν τῆς ἀνάγκης. <box>889 1887 1149 1992</box>
lottery-number: 49851, <box>687 548 731 563</box>
lottery-number: 51407, <box>830 271 874 286</box>
lottery-row <box>632 461 876 476</box>
byline: Μοσχονᾶς <box>546 1831 613 1846</box>
article-paragraph: Μεταξὺ δὲ τῶν νεκρῶν συγκαταριθμοῦνται ὁ διοικητὴς τῆς χωροφυλακῆς τῶν Ἀθήνων Λάμπρος Καραϊσκάκης, ὡς καὶ ὁ διοικητὴς τῆς Ἐθνικῆς Ἑταιρείας, οὗ ἐξάγεται τοῦτο ἐκ τῶν κατασχεθέντων καὶ ἐγγράφων αὐτῶν. <box>408 2140 619 2260</box>
lottery-number: 52077, <box>636 504 680 519</box>
